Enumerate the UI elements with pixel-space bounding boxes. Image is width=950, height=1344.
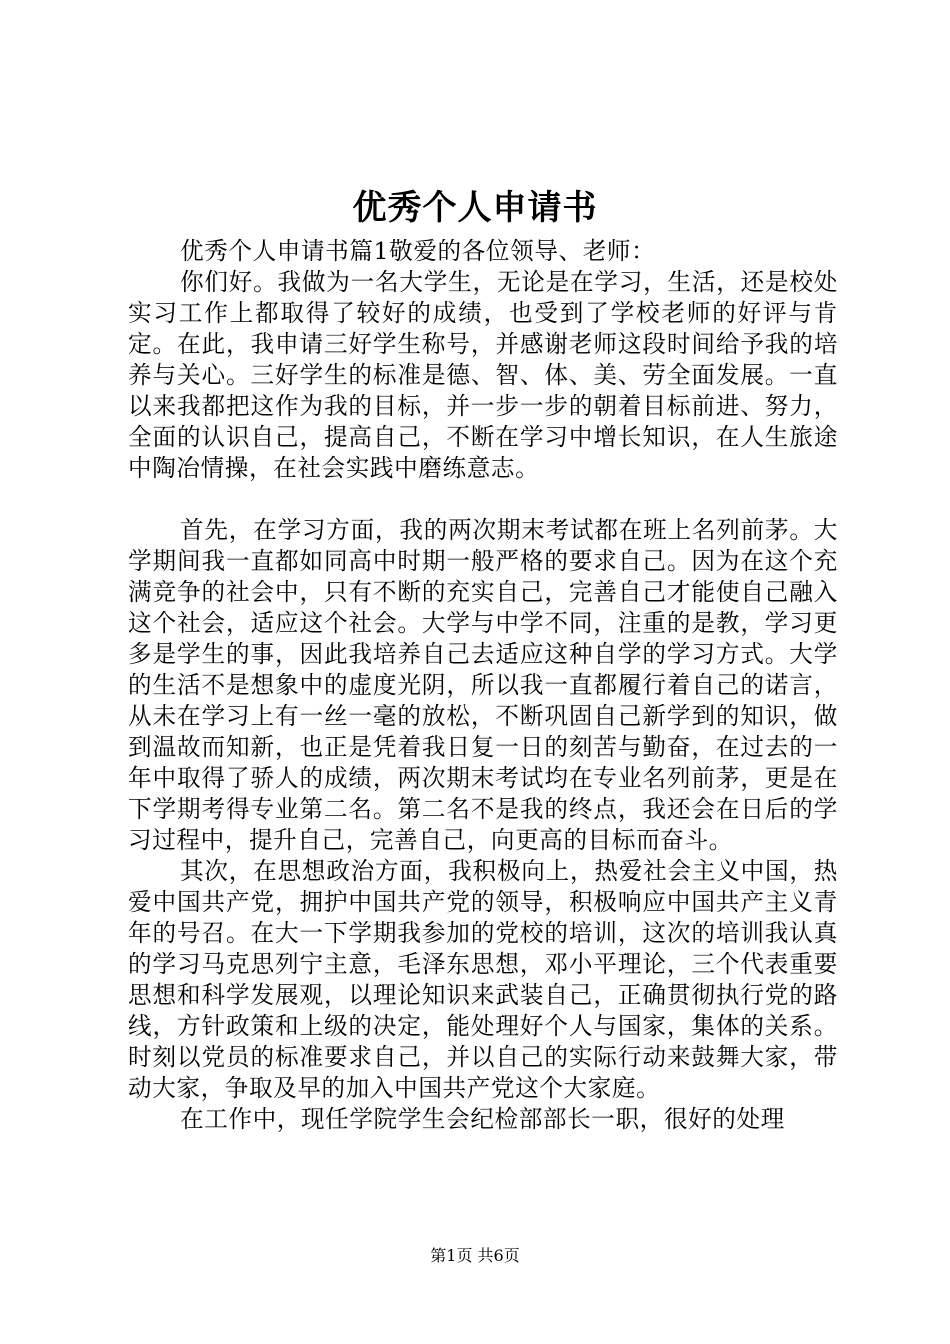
document-title: 优秀个人申请书 [352, 188, 598, 228]
salutation-paragraph: 优秀个人申请书篇1敬爱的各位领导、老师： [180, 237, 656, 265]
politics-paragraph: 其次，在思想政治方面，我积极向上，热爱社会主义中国，热爱中国共产党，拥护中国共产党的领导，积极响应中国共产主义青年的号召。在大一下学期我参加的党校的培训，这次的培训我认真的学习马克思列宁主意，毛泽东思想，邓小平理论，三个代表重要思想和科学发展观，以理论知识来武装自己，正确贯彻执行党的路线，方针政策和上级的决定，能处理好个人与国家，集体的关系。时刻以党员的标准要求自己，并以自己的实际行动来鼓舞大家，带动大家，争取及早的加入中国共产党这个大家庭。 [128, 857, 838, 1102]
document-body [128, 236, 838, 1135]
intro-paragraph: 你们好。我做为一名大学生，无论是在学习，生活，还是校处实习工作上都取得了较好的成绩，也受到了学校老师的好评与肯定。在此，我申请三好学生称号，并感谢老师这段时间给予我的培养与关心。三好学生的标准是德、智、体、美、劳全面发展。一直以来我都把这作为我的目标，并一步一步的朝着目标前进、努力，全面的认识自己，提高自己，不断在学习中增长知识，在人生旅途中陶冶情操，在社会实践中磨练意志。 [128, 268, 838, 482]
work-paragraph: 在工作中，现任学院学生会纪检部部长一职，很好的处理 [180, 1105, 785, 1133]
page-number-footer: 第1页 共6页 [430, 1246, 520, 1265]
study-paragraph: 首先，在学习方面，我的两次期末考试都在班上名列前茅。大学期间我一直都如同高中时期一般严格的要求自己。因为在这个充满竞争的社会中，只有不断的充实自己，完善自己才能使自己融入这个社会，适应这个社会。大学与中学不同，注重的是教，学习更多是学生的事，因此我培养自己去适应这种自学的学习方式。大学的生活不是想象中的虚度光阴，所以我一直都履行着自己的诺言，从未在学习上有一丝一毫的放松，不断巩固自己新学到的知识，做到温故而知新，也正是凭着我日复一日的刻苦与勤奋，在过去的一年中取得了骄人的成绩，两次期末考试均在专业名列前茅，更是在下学期考得专业第二名。第二名不是我的终点，我还会在日后的学习过程中，提升自己，完善自己，向更高的目标而奋斗。 [128, 516, 838, 854]
